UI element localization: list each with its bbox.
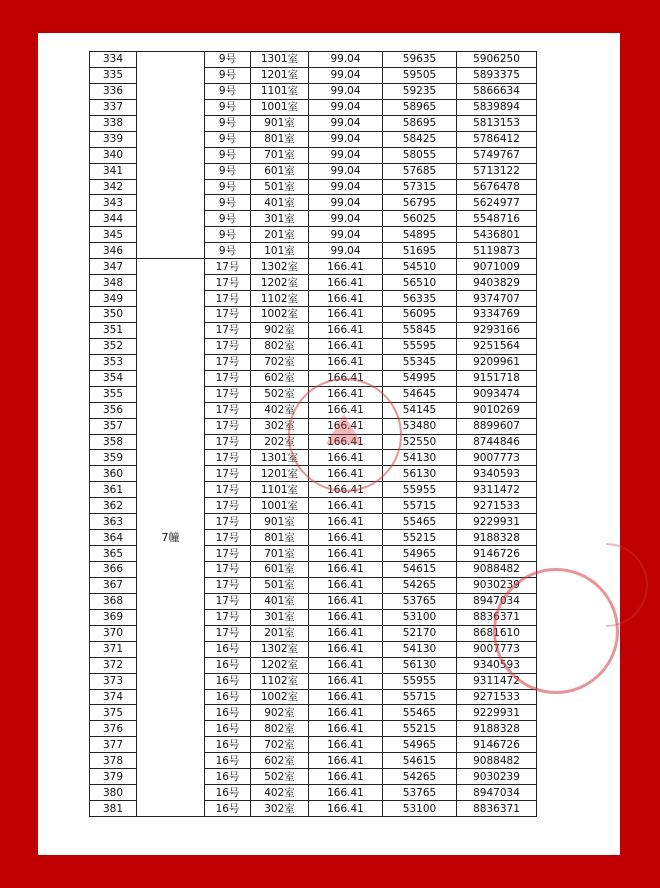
unit-number: 16号 [205,641,251,657]
total-price: 5786412 [457,131,537,147]
total-price: 9229931 [457,705,537,721]
unit-price: 54895 [383,227,457,243]
unit-number: 17号 [205,370,251,386]
room: 802室 [251,721,309,737]
room: 801室 [251,530,309,546]
row-number: 344 [90,211,137,227]
row-number: 334 [90,52,137,68]
row-number: 335 [90,67,137,83]
room: 601室 [251,562,309,578]
row-number: 351 [90,322,137,338]
unit-price: 55465 [383,514,457,530]
unit-price: 54130 [383,450,457,466]
total-price: 8947034 [457,593,537,609]
unit-number: 16号 [205,737,251,753]
area: 166.41 [309,307,383,323]
unit-number: 9号 [205,243,251,259]
row-number: 365 [90,546,137,562]
room: 902室 [251,322,309,338]
room: 1001室 [251,498,309,514]
unit-price: 55955 [383,673,457,689]
area: 166.41 [309,370,383,386]
total-price: 8836371 [457,609,537,625]
unit-number: 17号 [205,354,251,370]
area: 166.41 [309,785,383,801]
total-price: 9340593 [457,657,537,673]
unit-price: 56095 [383,307,457,323]
total-price: 9209961 [457,354,537,370]
unit-price: 54510 [383,259,457,275]
unit-price: 58965 [383,99,457,115]
total-price: 9007773 [457,641,537,657]
row-number: 378 [90,753,137,769]
total-price: 5436801 [457,227,537,243]
room: 402室 [251,785,309,801]
unit-price: 54645 [383,386,457,402]
row-number: 362 [90,498,137,514]
area: 166.41 [309,275,383,291]
total-price: 5813153 [457,115,537,131]
area: 166.41 [309,434,383,450]
total-price: 9271533 [457,689,537,705]
room: 702室 [251,354,309,370]
total-price: 9010269 [457,402,537,418]
unit-price: 55465 [383,705,457,721]
room: 1102室 [251,673,309,689]
total-price: 5893375 [457,67,537,83]
room: 1301室 [251,450,309,466]
unit-price: 54615 [383,562,457,578]
unit-price: 52550 [383,434,457,450]
unit-number: 17号 [205,434,251,450]
row-number: 363 [90,514,137,530]
row-number: 337 [90,99,137,115]
total-price: 9151718 [457,370,537,386]
unit-number: 16号 [205,689,251,705]
unit-price: 55345 [383,354,457,370]
area: 99.04 [309,52,383,68]
unit-number: 16号 [205,657,251,673]
unit-number: 17号 [205,402,251,418]
area: 99.04 [309,163,383,179]
row-number: 369 [90,609,137,625]
area: 166.41 [309,705,383,721]
area: 166.41 [309,753,383,769]
unit-price: 51695 [383,243,457,259]
row-number: 342 [90,179,137,195]
unit-number: 17号 [205,530,251,546]
room: 1302室 [251,641,309,657]
room: 702室 [251,737,309,753]
area: 166.41 [309,402,383,418]
room: 901室 [251,514,309,530]
total-price: 5119873 [457,243,537,259]
row-number: 368 [90,593,137,609]
unit-number: 17号 [205,275,251,291]
total-price: 9030239 [457,577,537,593]
room: 101室 [251,243,309,259]
total-price: 5676478 [457,179,537,195]
row-number: 364 [90,530,137,546]
total-price: 9251564 [457,338,537,354]
row-number: 360 [90,466,137,482]
unit-number: 17号 [205,577,251,593]
unit-price: 55595 [383,338,457,354]
area: 99.04 [309,243,383,259]
room: 1302室 [251,259,309,275]
unit-number: 17号 [205,514,251,530]
unit-price-table [89,51,537,817]
area: 166.41 [309,609,383,625]
room: 301室 [251,211,309,227]
unit-number: 17号 [205,482,251,498]
area: 99.04 [309,195,383,211]
room: 801室 [251,131,309,147]
room: 1101室 [251,482,309,498]
building-cell-previous [137,52,205,259]
row-number: 356 [90,402,137,418]
unit-number: 17号 [205,291,251,307]
unit-number: 9号 [205,211,251,227]
unit-price: 56025 [383,211,457,227]
unit-number: 17号 [205,466,251,482]
room: 1101室 [251,83,309,99]
total-price: 9188328 [457,721,537,737]
row-number: 349 [90,291,137,307]
unit-number: 9号 [205,227,251,243]
room: 602室 [251,370,309,386]
area: 99.04 [309,83,383,99]
room: 502室 [251,386,309,402]
row-number: 374 [90,689,137,705]
total-price: 9071009 [457,259,537,275]
unit-number: 17号 [205,418,251,434]
table-body [90,52,537,817]
room: 401室 [251,593,309,609]
area: 99.04 [309,115,383,131]
room: 202室 [251,434,309,450]
room: 302室 [251,418,309,434]
unit-number: 17号 [205,546,251,562]
unit-price: 59505 [383,67,457,83]
unit-number: 17号 [205,307,251,323]
unit-price: 54965 [383,546,457,562]
total-price: 5866634 [457,83,537,99]
unit-price: 53100 [383,801,457,817]
unit-number: 9号 [205,99,251,115]
unit-number: 9号 [205,131,251,147]
area: 166.41 [309,514,383,530]
area: 166.41 [309,450,383,466]
area: 166.41 [309,673,383,689]
room: 301室 [251,609,309,625]
unit-price: 56510 [383,275,457,291]
area: 166.41 [309,737,383,753]
unit-number: 9号 [205,115,251,131]
area: 166.41 [309,386,383,402]
room: 501室 [251,577,309,593]
total-price: 5839894 [457,99,537,115]
unit-price: 54265 [383,577,457,593]
row-number: 348 [90,275,137,291]
unit-price: 55715 [383,689,457,705]
unit-number: 17号 [205,259,251,275]
row-number: 380 [90,785,137,801]
total-price: 9334769 [457,307,537,323]
row-number: 336 [90,83,137,99]
room: 1202室 [251,657,309,673]
unit-price: 55845 [383,322,457,338]
room: 201室 [251,625,309,641]
area: 99.04 [309,99,383,115]
area: 166.41 [309,801,383,817]
unit-number: 17号 [205,593,251,609]
room: 201室 [251,227,309,243]
total-price: 8836371 [457,801,537,817]
room: 402室 [251,402,309,418]
room: 1002室 [251,307,309,323]
total-price: 9007773 [457,450,537,466]
area: 99.04 [309,211,383,227]
row-number: 357 [90,418,137,434]
row-number: 340 [90,147,137,163]
unit-number: 9号 [205,179,251,195]
unit-price: 58055 [383,147,457,163]
unit-price: 54265 [383,769,457,785]
row-number: 377 [90,737,137,753]
row-number: 346 [90,243,137,259]
unit-price: 59635 [383,52,457,68]
room: 901室 [251,115,309,131]
unit-price: 54995 [383,370,457,386]
room: 1001室 [251,99,309,115]
unit-number: 17号 [205,609,251,625]
unit-number: 16号 [205,769,251,785]
room: 802室 [251,338,309,354]
total-price: 5906250 [457,52,537,68]
area: 166.41 [309,593,383,609]
area: 99.04 [309,131,383,147]
row-number: 376 [90,721,137,737]
row-number: 353 [90,354,137,370]
unit-number: 17号 [205,498,251,514]
unit-price: 54130 [383,641,457,657]
unit-number: 9号 [205,67,251,83]
area: 166.41 [309,769,383,785]
unit-price: 55215 [383,721,457,737]
unit-price: 55215 [383,530,457,546]
row-number: 352 [90,338,137,354]
row-number: 343 [90,195,137,211]
total-price: 9088482 [457,562,537,578]
area: 99.04 [309,67,383,83]
row-number: 379 [90,769,137,785]
total-price: 9093474 [457,386,537,402]
total-price: 9340593 [457,466,537,482]
total-price: 9403829 [457,275,537,291]
unit-number: 17号 [205,450,251,466]
row-number: 372 [90,657,137,673]
row-number: 338 [90,115,137,131]
unit-number: 17号 [205,625,251,641]
room: 1201室 [251,67,309,83]
total-price: 9293166 [457,322,537,338]
unit-number: 9号 [205,195,251,211]
total-price: 5749767 [457,147,537,163]
unit-number: 16号 [205,801,251,817]
unit-price: 56130 [383,466,457,482]
row-number: 373 [90,673,137,689]
unit-price: 54615 [383,753,457,769]
unit-price: 53100 [383,609,457,625]
unit-price: 53480 [383,418,457,434]
unit-price: 54965 [383,737,457,753]
total-price: 9146726 [457,737,537,753]
row-number: 341 [90,163,137,179]
unit-price: 52170 [383,625,457,641]
row-number: 358 [90,434,137,450]
total-price: 9030239 [457,769,537,785]
total-price: 9146726 [457,546,537,562]
area: 166.41 [309,562,383,578]
area: 99.04 [309,179,383,195]
row-number: 359 [90,450,137,466]
unit-number: 16号 [205,673,251,689]
total-price: 5548716 [457,211,537,227]
row-number: 345 [90,227,137,243]
unit-number: 17号 [205,386,251,402]
area: 166.41 [309,657,383,673]
unit-price: 55715 [383,498,457,514]
unit-price: 59235 [383,83,457,99]
room: 502室 [251,769,309,785]
unit-price: 56335 [383,291,457,307]
unit-number: 9号 [205,163,251,179]
room: 501室 [251,179,309,195]
row-number: 339 [90,131,137,147]
unit-price: 56795 [383,195,457,211]
room: 1202室 [251,275,309,291]
total-price: 9229931 [457,514,537,530]
area: 99.04 [309,147,383,163]
total-price: 9311472 [457,482,537,498]
total-price: 5713122 [457,163,537,179]
area: 166.41 [309,530,383,546]
area: 166.41 [309,625,383,641]
room: 701室 [251,546,309,562]
unit-number: 16号 [205,721,251,737]
unit-number: 17号 [205,562,251,578]
unit-number: 17号 [205,322,251,338]
room: 902室 [251,705,309,721]
unit-price: 53765 [383,593,457,609]
unit-number: 16号 [205,705,251,721]
total-price: 8744846 [457,434,537,450]
table-row [90,259,537,275]
area: 166.41 [309,466,383,482]
room: 1301室 [251,52,309,68]
row-number: 350 [90,307,137,323]
unit-number: 16号 [205,785,251,801]
area: 166.41 [309,498,383,514]
row-number: 355 [90,386,137,402]
unit-number: 17号 [205,338,251,354]
table-row [90,52,537,68]
total-price: 5624977 [457,195,537,211]
area: 166.41 [309,322,383,338]
room: 1201室 [251,466,309,482]
area: 166.41 [309,418,383,434]
area: 166.41 [309,482,383,498]
area: 166.41 [309,641,383,657]
unit-price: 53765 [383,785,457,801]
unit-price: 56130 [383,657,457,673]
room: 401室 [251,195,309,211]
row-number: 371 [90,641,137,657]
area: 166.41 [309,259,383,275]
area: 166.41 [309,546,383,562]
unit-number: 16号 [205,753,251,769]
total-price: 8681610 [457,625,537,641]
area: 166.41 [309,354,383,370]
total-price: 9188328 [457,530,537,546]
total-price: 9374707 [457,291,537,307]
row-number: 361 [90,482,137,498]
unit-number: 9号 [205,147,251,163]
area: 166.41 [309,291,383,307]
unit-price: 57315 [383,179,457,195]
room: 701室 [251,147,309,163]
area: 166.41 [309,689,383,705]
unit-number: 9号 [205,83,251,99]
unit-number: 9号 [205,52,251,68]
total-price: 8899607 [457,418,537,434]
unit-price: 57685 [383,163,457,179]
total-price: 9311472 [457,673,537,689]
total-price: 9271533 [457,498,537,514]
unit-price: 58425 [383,131,457,147]
row-number: 381 [90,801,137,817]
official-seal-stamp-partial [606,543,648,627]
total-price: 9088482 [457,753,537,769]
area: 99.04 [309,227,383,243]
room: 302室 [251,801,309,817]
row-number: 366 [90,562,137,578]
unit-price: 58695 [383,115,457,131]
room: 601室 [251,163,309,179]
area: 166.41 [309,721,383,737]
unit-price: 55955 [383,482,457,498]
row-number: 370 [90,625,137,641]
total-price: 8947034 [457,785,537,801]
room: 1102室 [251,291,309,307]
unit-price: 54145 [383,402,457,418]
row-number: 367 [90,577,137,593]
document-page [38,33,620,855]
row-number: 347 [90,259,137,275]
room: 1002室 [251,689,309,705]
row-number: 354 [90,370,137,386]
area: 166.41 [309,338,383,354]
room: 602室 [251,753,309,769]
row-number: 375 [90,705,137,721]
area: 166.41 [309,577,383,593]
building-label: 7幢 [137,259,205,817]
